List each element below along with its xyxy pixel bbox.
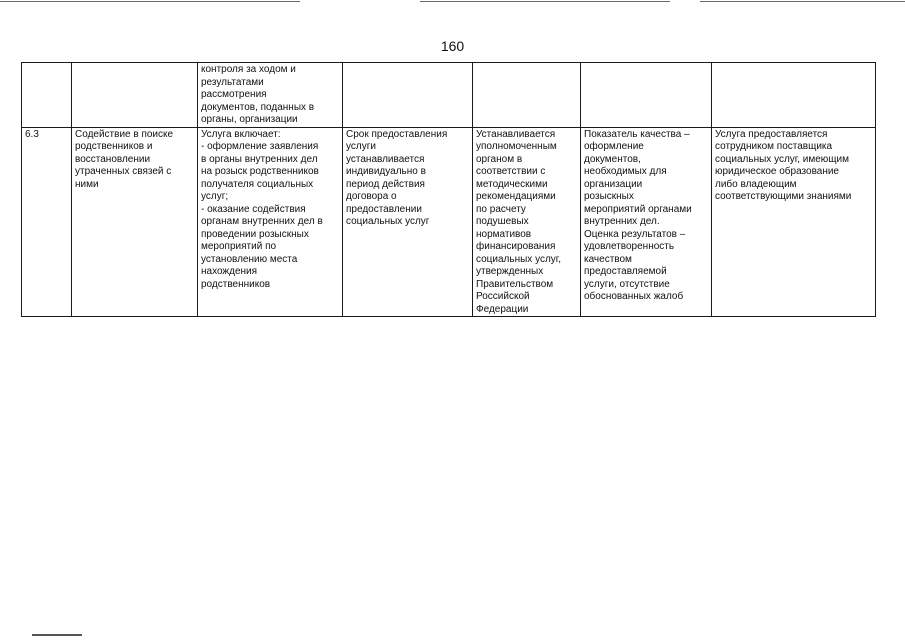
scan-bottom-mark: [32, 634, 82, 636]
service-name: Содействие в поиске родственников и восстановлении утраченных связей с ними: [75, 128, 174, 190]
scan-top-edge-line: [0, 1, 300, 2]
continuation-text: контроля за ходом и результатами рассмотрения документов, поданных в органы, организации: [201, 64, 315, 125]
table-row-6-3: [22, 127, 876, 317]
table-cell: [473, 63, 581, 128]
conditions: Услуга предоставляется сотрудником поставщика социальных услуг, имеющим юридическое образование либо владеющим соответствующими знаниями: [715, 128, 852, 202]
page-number: 160: [440, 38, 465, 54]
table-cell: [72, 63, 198, 128]
table-cell-service-content: [198, 127, 343, 317]
table-cell-service-name: [72, 127, 198, 317]
service-content: Услуга включает: - оформление заявления в органы внутренних дел на розыск родственников получателя социальных услуг; - оказание содействия органам внутренних дел в проведении розыскных мероприятий по установлению места нахождения родственников: [201, 128, 323, 290]
table-cell-service-content: [198, 63, 343, 128]
table-cell-per-capita-norm: [473, 127, 581, 317]
table-cell-provision-term: [343, 127, 473, 317]
table-row-continuation: [22, 63, 876, 128]
table-cell-number: [22, 127, 72, 317]
provision-term: Срок предоставления услуги устанавливается индивидуально в период действия договора о предоставлении социальных услуг: [346, 128, 448, 227]
table-cell: [343, 63, 473, 128]
table-cell-quality-indicators: [581, 127, 712, 317]
scan-top-edge-line: [700, 1, 905, 2]
social-services-table: [21, 62, 876, 317]
quality-indicators: Показатель качества – оформление документов, необходимых для организации розыскных мероприятий органами внутренних дел. Оценка результатов – удовлетворенность качеством предоставляемой услуги, отсутствие обоснованных жалоб: [584, 128, 692, 302]
table-cell: [22, 63, 72, 128]
row-number: 6.3: [25, 128, 39, 140]
table-cell: [712, 63, 876, 128]
table-cell-conditions: [712, 127, 876, 317]
scan-top-edge-line: [420, 1, 670, 2]
table-cell: [581, 63, 712, 128]
per-capita-norm: Устанавливается уполномоченным органом в соответствии с методическими рекомендациями по расчету подушевых нормативов финансирования социальных услуг, утвержденных Правительством Российской Федерации: [476, 128, 562, 315]
